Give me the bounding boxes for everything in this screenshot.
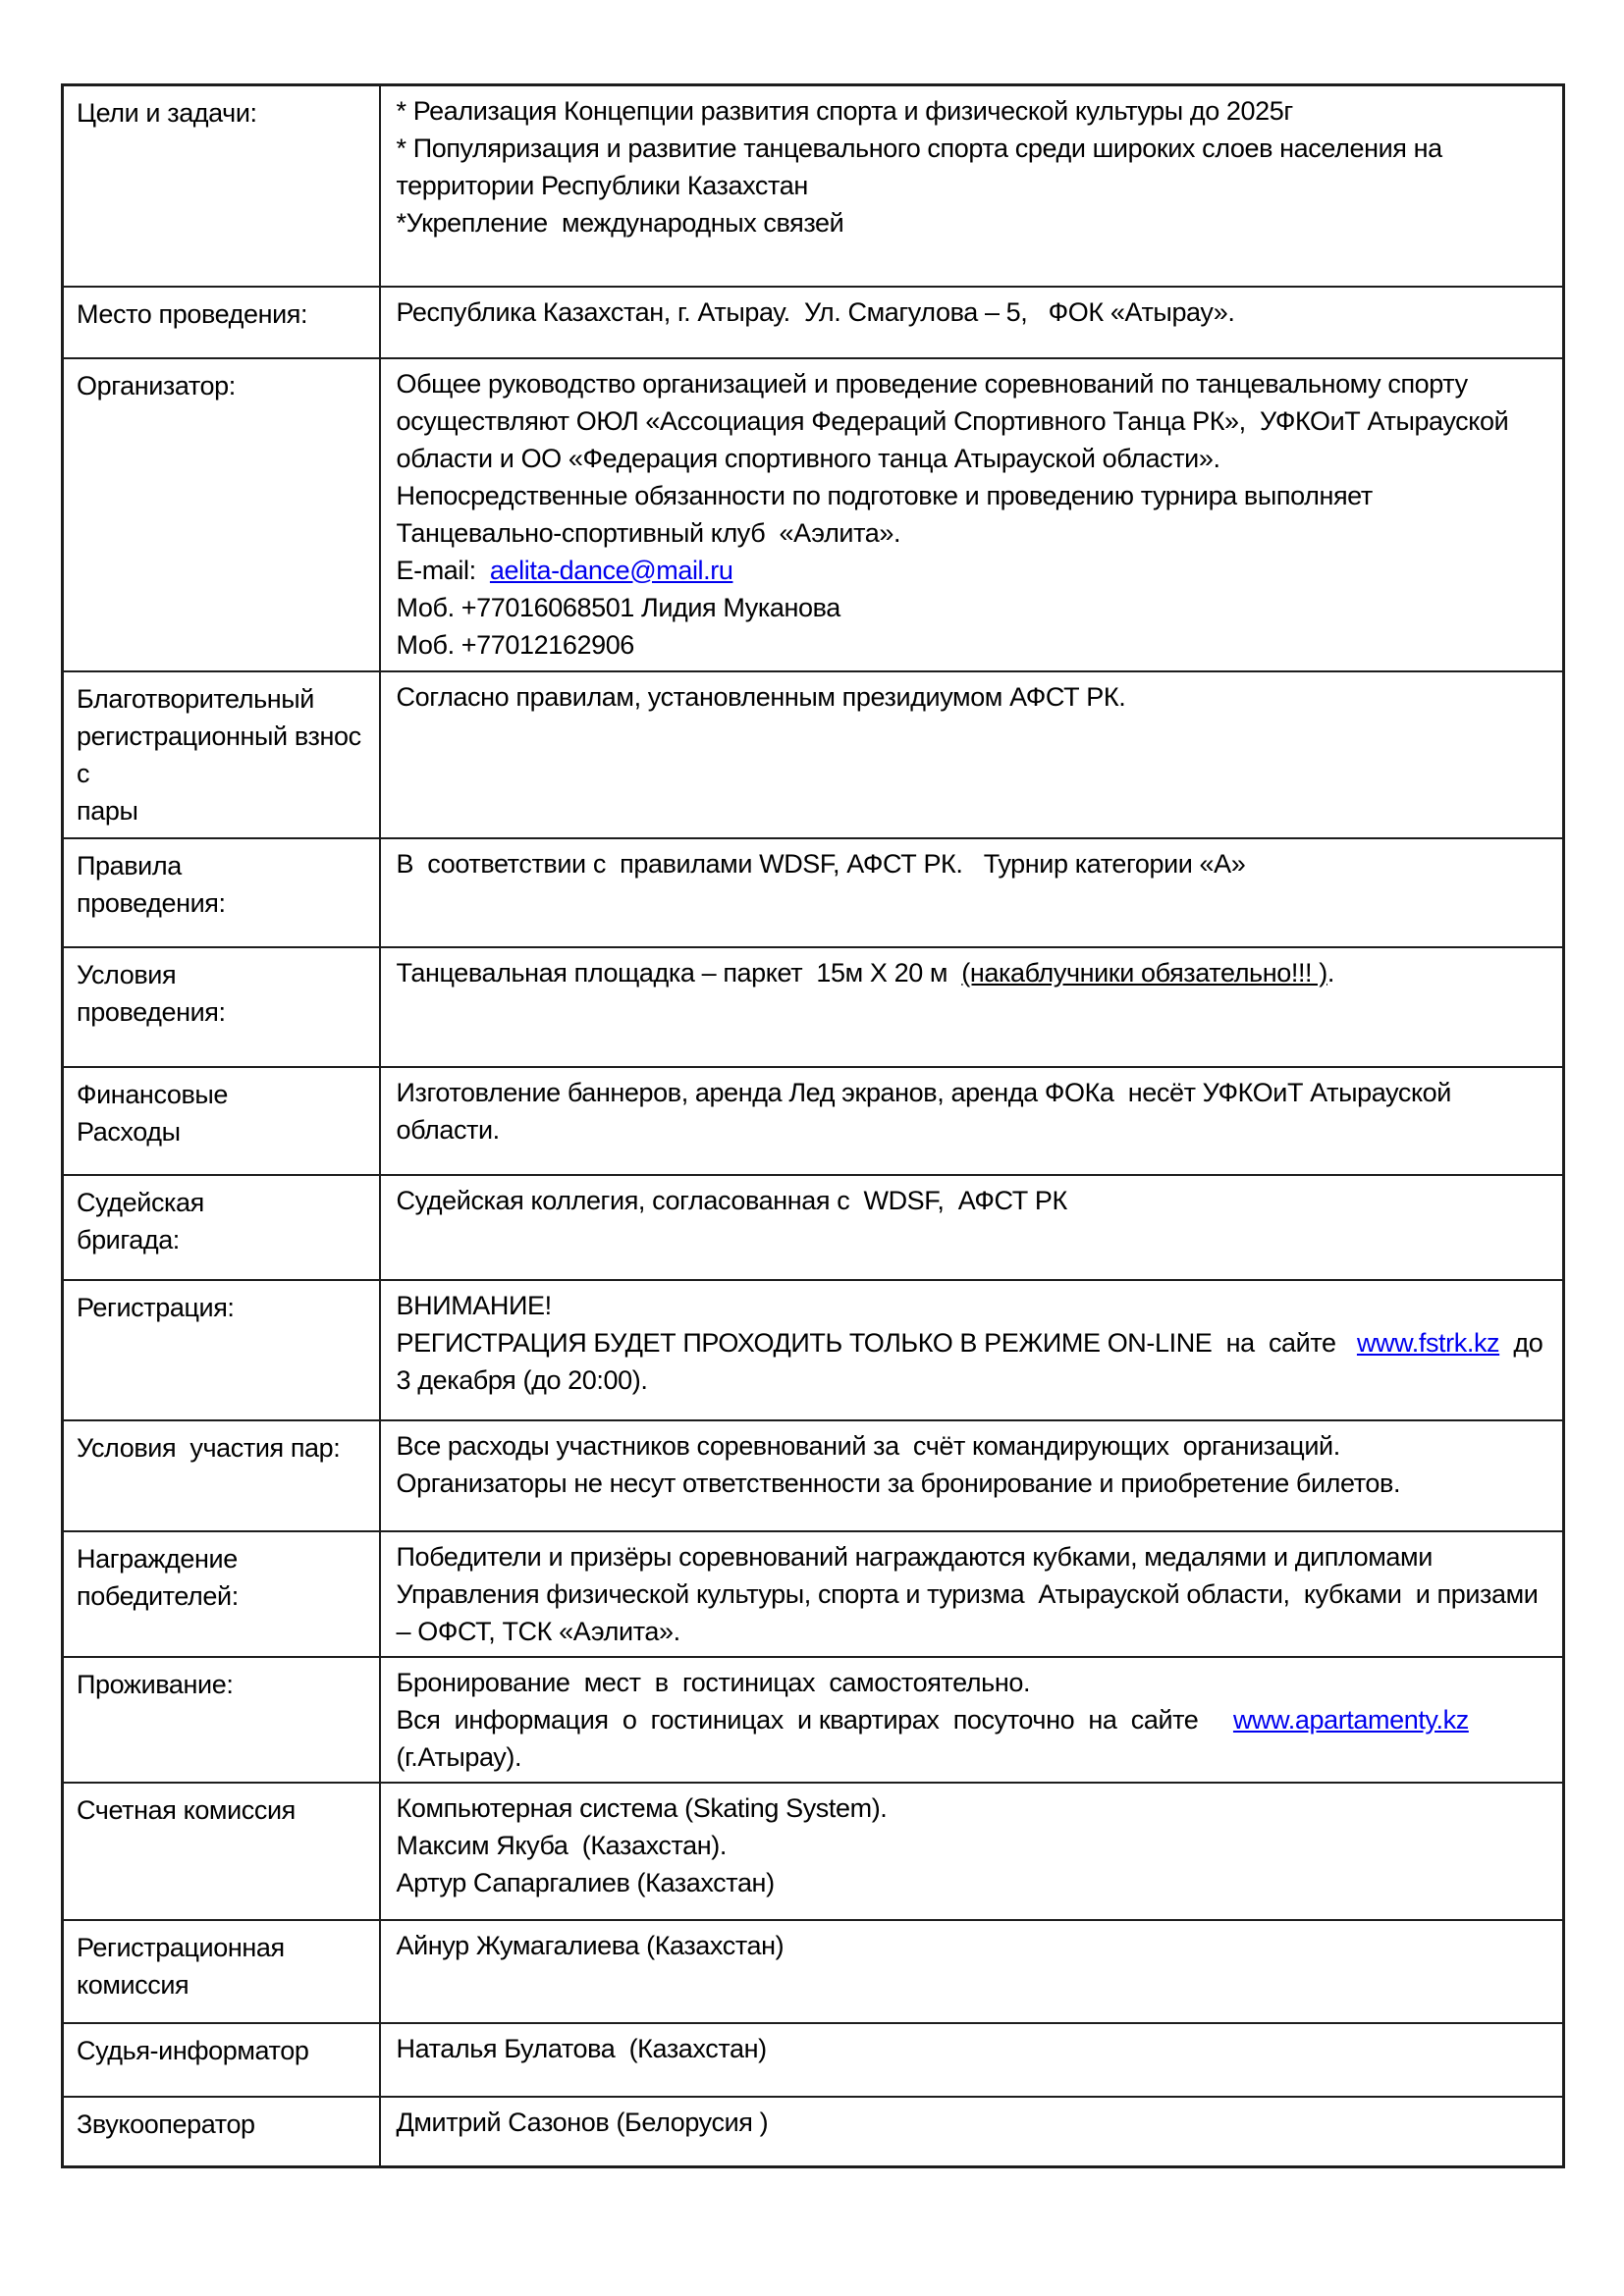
row-content-cell (380, 838, 1564, 947)
row-content-line (397, 678, 1545, 716)
row-label: проведения: (77, 887, 226, 918)
row-label: Место проведения: (77, 298, 308, 329)
table-row (63, 1920, 1564, 2023)
row-content-cell (380, 2097, 1564, 2167)
row-label-cell (63, 1783, 380, 1920)
row-label-cell (63, 358, 380, 671)
row-content-line (397, 1864, 1545, 1901)
table-row (63, 2023, 1564, 2097)
text-segment: Артур Сапаргалиев (Казахстан) (396, 1867, 775, 1897)
row-label-cell (63, 1531, 380, 1657)
text-segment: ВНИМАНИЕ! (396, 1290, 552, 1320)
row-label: Судья-информатор (77, 2035, 309, 2065)
text-segment: Победители и призёры соревнований награждаются кубками, медалями и дипломами Управления физической культуры, спорта и туризма Атырауской области, кубками и призами – ОФСТ, ТСК «Аэлита». (396, 1541, 1545, 1646)
row-label-cell (63, 1920, 380, 2023)
table-row (63, 287, 1564, 358)
table-row (63, 671, 1564, 838)
text-segment: Общее руководство организацией и проведение соревнований по танцевальному спорту осуществляют ОЮЛ «Ассоциация Федераций Спортивного Танца РК», УФКОиТ Атырауской области и ОО «Федерация спортивного танца Атырауской области». (396, 368, 1516, 473)
table-row (63, 1783, 1564, 1920)
table-row (63, 1657, 1564, 1783)
text-segment: до 3 декабря (до 20:00). (396, 1327, 1550, 1395)
row-content-line (397, 552, 1545, 589)
table-row (63, 1067, 1564, 1175)
table-row (63, 2097, 1564, 2167)
row-label: Звукооператор (77, 2109, 255, 2139)
row-content-line (397, 477, 1545, 552)
row-content-cell (380, 1783, 1564, 1920)
row-label-cell (63, 1067, 380, 1175)
row-content-line (397, 1664, 1545, 1701)
text-segment: Организаторы не несут ответственности за бронирование и приобретение билетов. (396, 1468, 1401, 1498)
text-segment: Айнур Жумагалиева (Казахстан) (396, 1930, 785, 1960)
row-content-line (397, 294, 1545, 331)
text-segment: Моб. +77012162906 (396, 629, 634, 660)
row-content-line (397, 1287, 1545, 1324)
row-label-cell (63, 671, 380, 838)
text-segment: Дмитрий Сазонов (Белорусия ) (396, 2107, 769, 2137)
row-content-line (397, 1182, 1545, 1219)
row-label-cell (63, 287, 380, 358)
text-segment: Судейская коллегия, согласованная с WDSF, АФСТ РК (396, 1185, 1067, 1215)
table-row (63, 1420, 1564, 1531)
row-label-cell (63, 1657, 380, 1783)
row-content-line (397, 845, 1545, 882)
table-row (63, 358, 1564, 671)
row-content-cell (380, 287, 1564, 358)
underlined-text: (накаблучники обязательно!!! ) (961, 957, 1327, 988)
row-label: Организатор: (77, 370, 236, 400)
row-content-cell (380, 358, 1564, 671)
row-content-line (397, 1074, 1545, 1148)
row-content-line (397, 92, 1545, 130)
text-segment: РЕГИСТРАЦИЯ БУДЕТ ПРОХОДИТЬ ТОЛЬКО В РЕЖИМЕ ON-LINE на сайте (396, 1327, 1357, 1358)
row-label: Регистрационная (77, 1932, 285, 1962)
row-label-cell (63, 85, 380, 287)
row-label: комиссия (77, 1969, 189, 2000)
table-row (63, 1531, 1564, 1657)
row-content-line (397, 1538, 1545, 1650)
row-content-line (397, 1927, 1545, 1964)
row-label: регистрационный взнос с (77, 721, 368, 788)
row-label: Правила (77, 850, 182, 881)
row-label: Проживание: (77, 1669, 234, 1699)
row-label: победителей: (77, 1580, 239, 1611)
text-segment: * Популяризация и развитие танцевального спорта среди широких слоев населения на территории Республики Казахстан (396, 133, 1449, 200)
row-label: Условия (77, 959, 177, 989)
row-label: Цели и задачи: (77, 98, 257, 128)
competition-info-table (61, 83, 1565, 2168)
text-segment: . (1326, 957, 1334, 988)
row-label-cell (63, 1420, 380, 1531)
row-label-cell (63, 947, 380, 1067)
row-label: Награждение (77, 1543, 238, 1574)
row-content-cell (380, 1531, 1564, 1657)
row-content-cell (380, 85, 1564, 287)
row-label: Благотворительный (77, 683, 314, 714)
row-content-line (397, 589, 1545, 626)
row-label: бригада: (77, 1224, 180, 1255)
text-segment: Непосредственные обязанности по подготовке и проведению турнира выполняет Танцевально-спортивный клуб «Аэлита». (396, 480, 1380, 548)
row-content-cell (380, 1657, 1564, 1783)
text-segment: Согласно правилам, установленным президиумом АФСТ РК. (396, 681, 1126, 712)
row-content-line (396, 1324, 1550, 1399)
table-row (63, 947, 1564, 1067)
row-content-line (397, 626, 1545, 664)
text-segment: (г.Атырау). (396, 1704, 1484, 1772)
row-content-cell (380, 1067, 1564, 1175)
text-segment: Республика Казахстан, г. Атырау. Ул. Смагулова – 5, ФОК «Атырау». (396, 296, 1235, 327)
row-content-cell (380, 2023, 1564, 2097)
text-segment: Бронирование мест в гостиницах самостоятельно. (396, 1667, 1031, 1697)
row-label-cell (63, 1175, 380, 1280)
row-content-cell (380, 671, 1564, 838)
text-segment: Изготовление баннеров, аренда Лед экранов, аренда ФОКа несёт УФКОиТ Атырауской области. (396, 1077, 1459, 1145)
row-content-line (397, 1827, 1545, 1864)
row-content-line (397, 1465, 1545, 1502)
row-content-line (397, 1427, 1545, 1465)
row-label-cell (63, 2097, 380, 2167)
text-segment: Компьютерная система (Skating System). (396, 1792, 888, 1823)
row-content-cell (380, 947, 1564, 1067)
text-segment: В соответствии с правилами WDSF, АФСТ РК. Турнир категории «А» (396, 848, 1246, 879)
table-row (63, 85, 1564, 287)
row-content-line (397, 204, 1545, 241)
text-segment: Максим Якуба (Казахстан). (396, 1830, 727, 1860)
row-content-line (397, 2030, 1545, 2067)
row-label-cell (63, 1280, 380, 1420)
table-row (63, 838, 1564, 947)
row-label: Регистрация: (77, 1292, 235, 1322)
row-label-cell (63, 838, 380, 947)
row-content-line (397, 130, 1545, 204)
row-content-line (397, 2104, 1545, 2141)
row-content-cell (380, 1280, 1564, 1420)
text-segment: Вся информация о гостиницах и квартирах посуточно на сайте (396, 1704, 1233, 1735)
row-label: Судейская (77, 1187, 204, 1217)
row-content-cell (380, 1920, 1564, 2023)
row-content-line (397, 365, 1545, 477)
text-segment: E-mail: (396, 555, 490, 585)
row-content-line (397, 1789, 1545, 1827)
hyperlink[interactable]: www.fstrk.kz (1356, 1327, 1500, 1358)
text-segment: Все расходы участников соревнований за счёт командирующих организаций. (396, 1430, 1340, 1461)
row-label: Условия участия пар: (77, 1432, 341, 1463)
table-row (63, 1175, 1564, 1280)
row-label: Счетная комиссия (77, 1794, 296, 1825)
row-content-line (397, 954, 1545, 991)
table-row (63, 1280, 1564, 1420)
text-segment: Танцевальная площадка – паркет 15м Х 20 м (396, 957, 962, 988)
table-body (63, 85, 1564, 2167)
hyperlink[interactable]: aelita-dance@mail.ru (489, 555, 733, 585)
text-segment: Моб. +77016068501 Лидия Муканова (396, 592, 840, 622)
row-label-cell (63, 2023, 380, 2097)
text-segment: Наталья Булатова (Казахстан) (396, 2033, 767, 2063)
row-label: Расходы (77, 1116, 181, 1147)
row-label: проведения: (77, 996, 226, 1027)
text-segment: *Укрепление международных связей (396, 208, 844, 238)
row-content-cell (380, 1420, 1564, 1531)
row-content-cell (380, 1175, 1564, 1280)
row-label: Финансовые (77, 1079, 229, 1109)
row-label: пары (77, 795, 138, 826)
row-content-line (397, 1701, 1545, 1776)
hyperlink[interactable]: www.apartamenty.kz (1232, 1704, 1469, 1735)
text-segment: * Реализация Концепции развития спорта и физической культуры до 2025г (396, 96, 1293, 126)
